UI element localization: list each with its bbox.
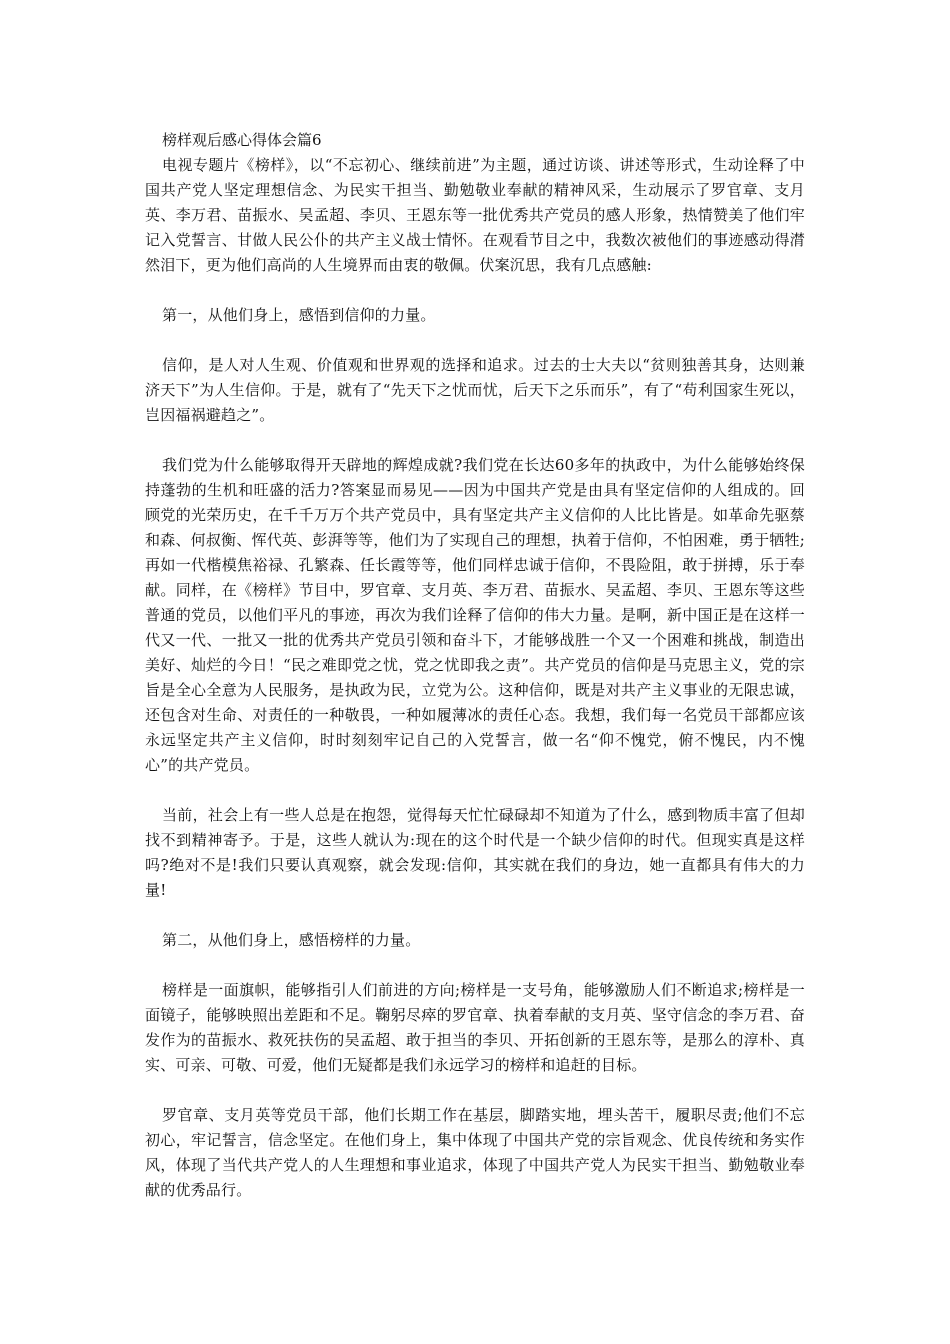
document-body <box>145 128 805 1203</box>
paragraph-role-model: 榜样是一面旗帜，能够指引人们前进的方向;榜样是一支号角，能够激励人们不断追求;榜样是一面镜子，能够映照出差距和不足。鞠躬尽瘁的罗官章、执着奉献的支月英、坚守信念的李万君、奋发作为的苗振水、救死扶伤的吴孟超、敢于担当的李贝、开拓创新的王恩东等，是那么的淳朴、真实、可亲、可敬、可爱，他们无疑都是我们永远学习的榜样和追赶的目标。 <box>145 981 805 1074</box>
paragraph-intro: 电视专题片《榜样》，以“不忘初心、继续前进”为主题，通过访谈、讲述等形式，生动诠释了中国共产党人坚定理想信念、为民实干担当、勤勉敬业奉献的精神风采，生动展示了罗官章、支月英、李万君、苗振水、吴孟超、李贝、王恩东等一批优秀共产党员的感人形象，热情赞美了他们牢记入党誓言、甘做人民公仆的共产主义战士情怀。在观看节目之中，我数次被他们的事迹感动得潸然泪下，更为他们高尚的人生境界而由衷的敬佩。伏案沉思，我有几点感触: <box>145 156 805 274</box>
heading-first-point: 第一，从他们身上，感悟到信仰的力量。 <box>162 306 436 324</box>
paragraph-current-society: 当前，社会上有一些人总是在抱怨，觉得每天忙忙碌碌却不知道为了什么，感到物质丰富了但却找不到精神寄予。于是，这些人就认为:现在的这个时代是一个缺少信仰的时代。但现实真是这样吗?绝对不是!我们只要认真观察，就会发现:信仰，其实就在我们的身边，她一直都具有伟大的力量! <box>145 806 805 899</box>
paragraph-grassroots-cadres: 罗官章、支月英等党员干部，他们长期工作在基层，脚踏实地，埋头苦干，履职尽责;他们不忘初心，牢记誓言，信念坚定。在他们身上，集中体现了中国共产党的宗旨观念、优良传统和务实作风，体现了当代共产党人的人生理想和事业追求，体现了中国共产党人为民实干担当、勤勉敬业奉献的优秀品行。 <box>145 1106 805 1199</box>
document-title: 榜样观后感心得体会篇6 <box>162 131 322 149</box>
heading-second-point: 第二，从他们身上，感悟榜样的力量。 <box>162 931 421 949</box>
paragraph-faith-definition: 信仰，是人对人生观、价值观和世界观的选择和追求。过去的士大夫以“贫则独善其身，达则兼济天下”为人生信仰。于是，就有了“先天下之忧而忧，后天下之乐而乐”，有了“苟利国家生死以，岂因福祸避趋之”。 <box>145 356 805 424</box>
paragraph-party-faith: 我们党为什么能够取得开天辟地的辉煌成就?我们党在长达60多年的执政中，为什么能够始终保持蓬勃的生机和旺盛的活力?答案显而易见——因为中国共产党是由具有坚定信仰的人组成的。回顾党的光荣历史，在千千万万个共产党员中，具有坚定共产主义信仰的人比比皆是。如革命先驱蔡和森、何叔衡、恽代英、彭湃等等，他们为了实现自己的理想，执着于信仰，不怕困难，勇于牺牲;再如一代楷模焦裕禄、孔繁森、任长霞等等，他们同样忠诚于信仰，不畏险阻，敢于拼搏，乐于奉献。同样，在《榜样》节目中，罗官章、支月英、李万君、苗振水、吴孟超、李贝、王恩东等这些普通的党员，以他们平凡的事迹，再次为我们诠释了信仰的伟大力量。是啊，新中国正是在这样一代又一代、一批又一批的优秀共产党员引领和奋斗下，才能够战胜一个又一个困难和挑战，制造出美好、灿烂的今日！“民之难即党之忧，党之忧即我之责”。共产党员的信仰是马克思主义，党的宗旨是全心全意为人民服务，是执政为民，立党为公。这种信仰，既是对共产主义事业的无限忠诚，还包含对生命、对责任的一种敬畏，一种如履薄冰的责任心态。我想，我们每一名党员干部都应该永远坚定共产主义信仰，时时刻刻牢记自己的入党誓言，做一名“仰不愧党，俯不愧民，内不愧心”的共产党员。 <box>145 456 805 774</box>
